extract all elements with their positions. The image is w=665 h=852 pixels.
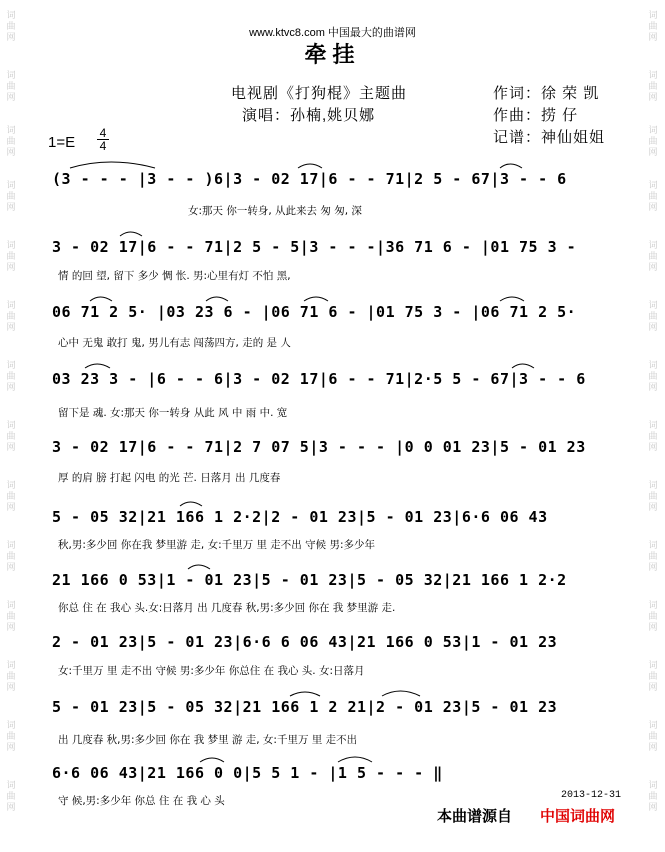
watermark-right-2: 词 曲 网 xyxy=(648,70,658,102)
slur xyxy=(90,297,112,301)
lyrics-row-9: 出 几度春 秋,男:多少回 你在 我 梦里 游 走, 女:千里万 里 走不出 xyxy=(58,734,358,746)
score-row-10: 6·6 06 43|21 166 0 0|5 5 1 - |1 5 - - - ‖ xyxy=(52,764,443,782)
slur xyxy=(290,692,320,696)
slur xyxy=(500,297,524,301)
slur xyxy=(200,758,224,762)
watermark-right-11: 词 曲 网 xyxy=(648,600,658,632)
watermark-right-1: 词 曲 网 xyxy=(648,10,658,42)
watermark-left-14: 词 曲 网 xyxy=(6,780,16,812)
lyrics-row-3: 心中 无鬼 敢打 鬼, 男儿有志 闯荡四方, 走的 是 人 xyxy=(58,337,291,349)
time-sig-top: 4 xyxy=(99,126,107,140)
watermark-right-8: 词 曲 网 xyxy=(648,420,658,452)
website-line: www.ktvc8.com 中国最大的曲谱网 xyxy=(249,27,416,39)
watermark-left-8: 词 曲 网 xyxy=(6,420,16,452)
score-row-9: 5 - 01 23|5 - 05 32|21 166 1 2 21|2 - 01 23|5 - 01 23 xyxy=(52,698,558,716)
lyrics-row-1: 女:那天 你一转身, 从此来去 匆 匆, 深 xyxy=(188,205,362,217)
score-row-3: 06 71 2 5· |03 23 6 - |06 71 6 - |01 75 3 - |06 71 2 5· xyxy=(52,303,577,321)
slur xyxy=(338,757,372,762)
watermark-right-12: 词 曲 网 xyxy=(648,660,658,692)
lyricist: 作词：徐 荣 凯 xyxy=(493,85,600,102)
watermark-left-9: 词 曲 网 xyxy=(6,480,16,512)
subtitle: 电视剧《打狗棍》主题曲 xyxy=(231,85,408,102)
lyrics-row-6: 秋,男:多少回 你在我 梦里游 走, 女:千里万 里 走不出 守候 男:多少年 xyxy=(58,539,375,551)
slur xyxy=(512,364,534,368)
watermark-right-13: 词 曲 网 xyxy=(648,720,658,752)
slur xyxy=(85,364,110,368)
slur xyxy=(70,162,155,168)
time-sig-bottom: 4 xyxy=(97,139,109,152)
lyrics-row-5: 厚 的肩 膀 打起 闪电 的光 芒. 日落月 出 几度春 xyxy=(58,472,281,484)
score-row-6: 5 - 05 32|21 166 1 2·2|2 - 01 23|5 - 01 23|6·6 06 43 xyxy=(52,508,548,526)
score-row-5: 3 - 02 17|6 - - 71|2 7 07 5|3 - - - |0 0 01 23|5 - 01 23 xyxy=(52,438,586,456)
score-row-8: 2 - 01 23|5 - 01 23|6·6 6 06 43|21 166 0 53|1 - 01 23 xyxy=(52,633,558,651)
transcriber: 记谱：神仙姐姐 xyxy=(493,129,606,146)
watermark-left-7: 词 曲 网 xyxy=(6,360,16,392)
watermark-left-1: 词 曲 网 xyxy=(6,10,16,42)
slur xyxy=(120,232,142,236)
watermark-right-4: 词 曲 网 xyxy=(648,180,658,212)
date-stamp: 2013-12-31 xyxy=(561,790,622,801)
lyrics-row-10: 守 候,男:多少年 你总 住 在 我 心 头 xyxy=(58,795,225,807)
lyrics-row-8: 女:千里万 里 走不出 守候 男:多少年 你总住 在 我心 头. 女:日落月 xyxy=(58,665,365,677)
lyrics-row-7: 你总 住 在 我心 头.女:日落月 出 几度春 秋,男:多少回 你在 我 梦里游 走. xyxy=(58,602,396,614)
singers: 演唱：孙楠,姚贝娜 xyxy=(242,107,376,124)
watermark-left-5: 词 曲 网 xyxy=(6,240,16,272)
slur xyxy=(206,297,228,301)
watermark-left-3: 词 曲 网 xyxy=(6,125,16,157)
score-row-4: 03 23 3 - |6 - - 6|3 - 02 17|6 - - 71|2·5 5 - 67|3 - - 6 xyxy=(52,370,586,388)
slur xyxy=(500,164,522,168)
score-row-2: 3 - 02 17|6 - - 71|2 5 - 5|3 - - -|36 71 6 - |01 75 3 - xyxy=(52,238,577,256)
score-row-7: 21 166 0 53|1 - 01 23|5 - 01 23|5 - 05 32|21 166 1 2·2 xyxy=(52,571,567,589)
watermark-left-11: 词 曲 网 xyxy=(6,600,16,632)
slur xyxy=(180,502,202,506)
lyrics-row-2: 情 的回 望, 留下 多少 惆 怅. 男:心里有灯 不怕 黑, xyxy=(58,270,291,282)
watermark-left-6: 词 曲 网 xyxy=(6,300,16,332)
watermark-left-13: 词 曲 网 xyxy=(6,720,16,752)
slur xyxy=(382,691,420,696)
song-title: 牵挂 xyxy=(304,42,361,67)
watermark-right-10: 词 曲 网 xyxy=(648,540,658,572)
score-row-1: (3 - - - |3 - - )6|3 - 02 17|6 - - 71|2 5 - 67|3 - - 6 xyxy=(52,170,567,188)
watermark-left-4: 词 曲 网 xyxy=(6,180,16,212)
watermark-right-9: 词 曲 网 xyxy=(648,480,658,512)
watermark-left-10: 词 曲 网 xyxy=(6,540,16,572)
watermark-right-3: 词 曲 网 xyxy=(648,125,658,157)
slur xyxy=(304,297,328,301)
watermark-right-5: 词 曲 网 xyxy=(648,240,658,272)
key-signature: 1=E xyxy=(48,134,76,151)
source-site-name[interactable]: 中国词曲网 xyxy=(540,808,616,825)
watermark-left-2: 词 曲 网 xyxy=(6,70,16,102)
watermark-right-14: 词 曲 网 xyxy=(648,780,658,812)
source-label: 本曲谱源自 xyxy=(437,808,513,825)
composer: 作曲：捞 仔 xyxy=(493,107,579,124)
slur xyxy=(298,164,322,168)
lyrics-row-4: 留下是 魂. 女:那天 你一转身 从此 风 中 雨 中. 宽 xyxy=(58,407,288,419)
watermark-right-7: 词 曲 网 xyxy=(648,360,658,392)
watermark-right-6: 词 曲 网 xyxy=(648,300,658,332)
watermark-left-12: 词 曲 网 xyxy=(6,660,16,692)
slur xyxy=(188,565,210,569)
